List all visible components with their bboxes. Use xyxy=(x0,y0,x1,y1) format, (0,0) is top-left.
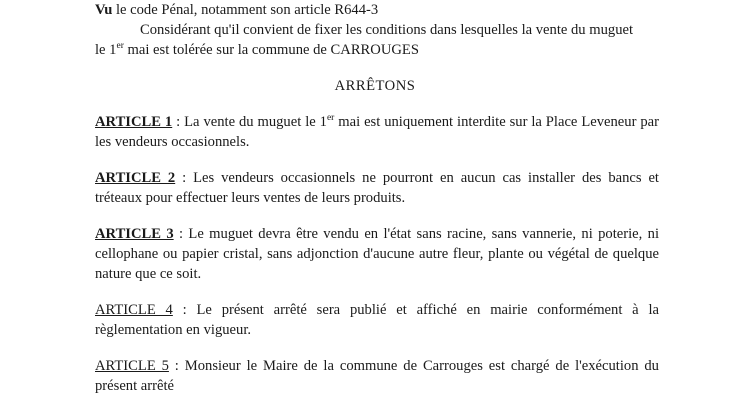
considerant-2-superscript: er xyxy=(116,41,124,52)
article-3-label: ARTICLE 3 xyxy=(95,226,174,242)
vu-text: le code Pénal, notamment son article R644-3 xyxy=(112,2,379,18)
article-1-text-start: La vente du muguet le 1 xyxy=(184,114,327,130)
considerant-line-2 xyxy=(95,40,419,60)
article-4-label: ARTICLE 4 xyxy=(95,302,173,318)
article-2-sep: : xyxy=(175,170,194,186)
article-1-label: ARTICLE 1 xyxy=(95,114,173,130)
article-1-sep: : xyxy=(172,114,185,130)
article-2 xyxy=(95,168,659,208)
article-5-label: ARTICLE 5 xyxy=(95,358,169,374)
article-1 xyxy=(95,112,659,152)
considerant-2-end: mai est tolérée sur la commune de CARROUGES xyxy=(123,42,419,58)
considerant-line-1: Considérant qu'il convient de fixer les conditions dans lesquelles la vente du muguet xyxy=(140,22,634,38)
article-5 xyxy=(95,356,659,396)
vu-prefix: Vu xyxy=(95,2,113,18)
article-1-text-end: mai est uniquement interdite sur la Place Leveneur par les vendeurs occasionnels. xyxy=(95,114,659,150)
article-5-sep: : xyxy=(168,358,185,374)
article-4-sep: : xyxy=(172,302,197,318)
article-2-text: Les vendeurs occasionnels ne pourront en aucun cas installer des bancs et tréteaux pour effectuer leurs ventes de leurs produits. xyxy=(95,170,659,206)
article-2-label: ARTICLE 2 xyxy=(95,170,176,186)
article-1-superscript: er xyxy=(326,113,335,124)
considerant-2-start: le 1 xyxy=(95,42,117,58)
article-3-sep: : xyxy=(173,226,189,242)
article-3 xyxy=(95,224,659,284)
article-3-text: Le muguet devra être vendu en l'état sans racine, sans vannerie, ni poterie, ni cellophane ou papier cristal, sans adjonction d'aucune autre fleur, plante ou végétal de quelque nature que ce soit. xyxy=(95,226,659,282)
arretons-heading: ARRÊTONS xyxy=(334,78,416,94)
article-5-text: Monsieur le Maire de la commune de Carrouges est chargé de l'exécution du présent arrêté xyxy=(95,358,659,394)
vu-code-penal-line xyxy=(95,0,378,20)
article-4-text: Le présent arrêté sera publié et affiché en mairie conformément à la règlementation en vigueur. xyxy=(95,302,659,338)
article-4 xyxy=(95,300,659,340)
